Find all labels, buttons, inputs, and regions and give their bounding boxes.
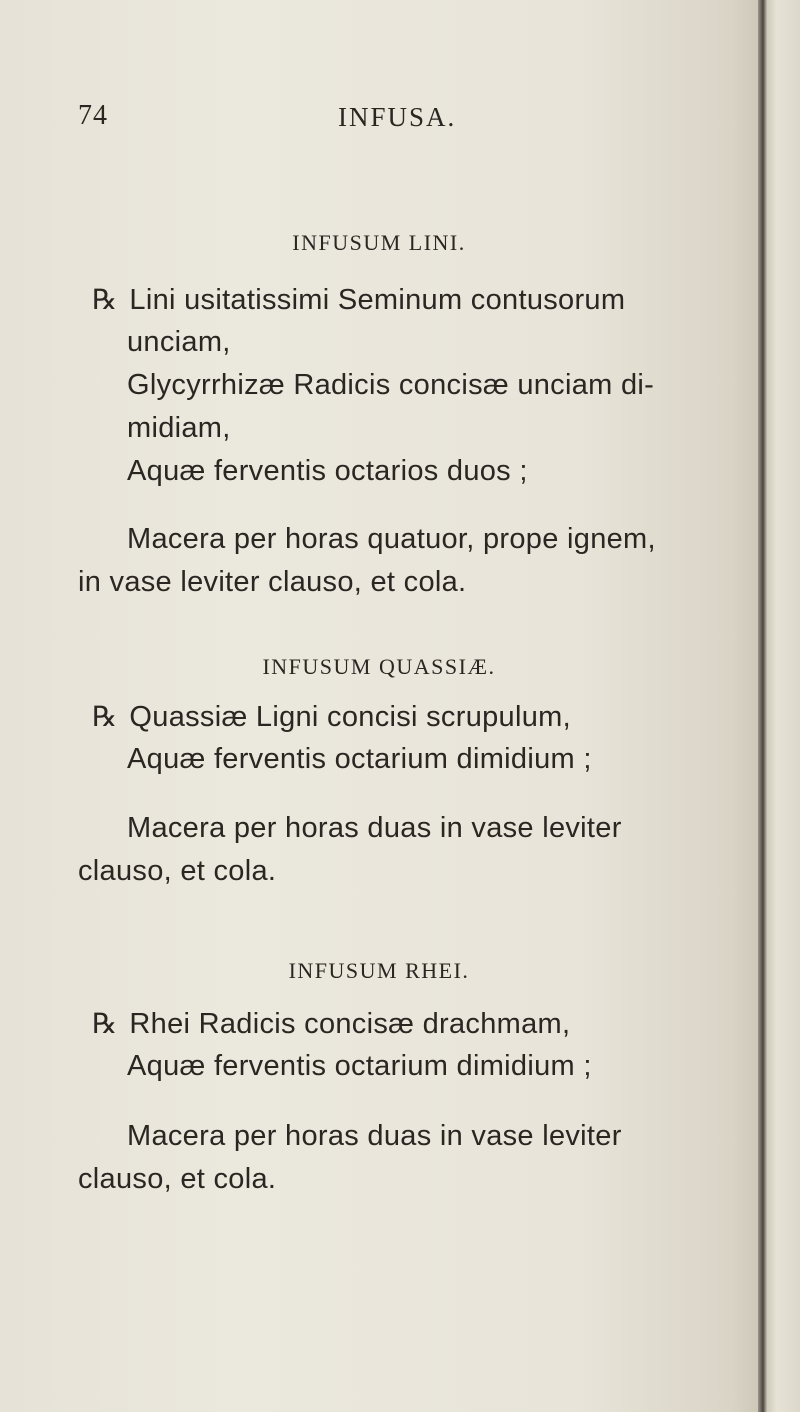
ingredient-line: Aquæ ferventis octarium dimidium ;	[127, 743, 592, 775]
ingredient-line: Aquæ ferventis octarios duos ;	[127, 455, 528, 487]
recipe-title: INFUSUM LINI.	[292, 230, 466, 255]
directions-line: Macera per horas quatuor, prope ignem,	[127, 523, 656, 555]
ingredient-line: midiam,	[127, 412, 231, 444]
ingredient-line: ℞ Lini usitatissimi Seminum contusorum	[92, 283, 626, 316]
recipe-title: INFUSUM RHEI.	[288, 958, 470, 983]
recipe-symbol-icon: ℞	[92, 283, 118, 316]
ingredient-line: ℞ Quassiæ Ligni concisi scrupulum,	[92, 700, 571, 733]
running-head: INFUSA.	[338, 102, 457, 132]
recipe-symbol-icon: ℞	[92, 700, 118, 733]
recipe-symbol-icon: ℞	[92, 1007, 118, 1040]
page-header	[78, 100, 758, 140]
ingredient-line: unciam,	[127, 326, 231, 358]
recipe-title: INFUSUM QUASSIÆ.	[262, 654, 496, 679]
directions-line: clauso, et cola.	[78, 855, 277, 887]
page-number: 74	[78, 100, 108, 131]
ingredient-line: Aquæ ferventis octarium dimidium ;	[127, 1050, 592, 1082]
ingredient-line: Glycyrrhizæ Radicis concisæ unciam di-	[127, 369, 655, 401]
directions-line: Macera per horas duas in vase leviter	[127, 1120, 622, 1152]
book-gutter	[758, 0, 800, 1412]
directions-line: in vase leviter clauso, et cola.	[78, 566, 467, 598]
directions-line: Macera per horas duas in vase leviter	[127, 812, 622, 844]
directions-line: clauso, et cola.	[78, 1163, 277, 1195]
ingredient-line: ℞ Rhei Radicis concisæ drachmam,	[92, 1007, 571, 1040]
